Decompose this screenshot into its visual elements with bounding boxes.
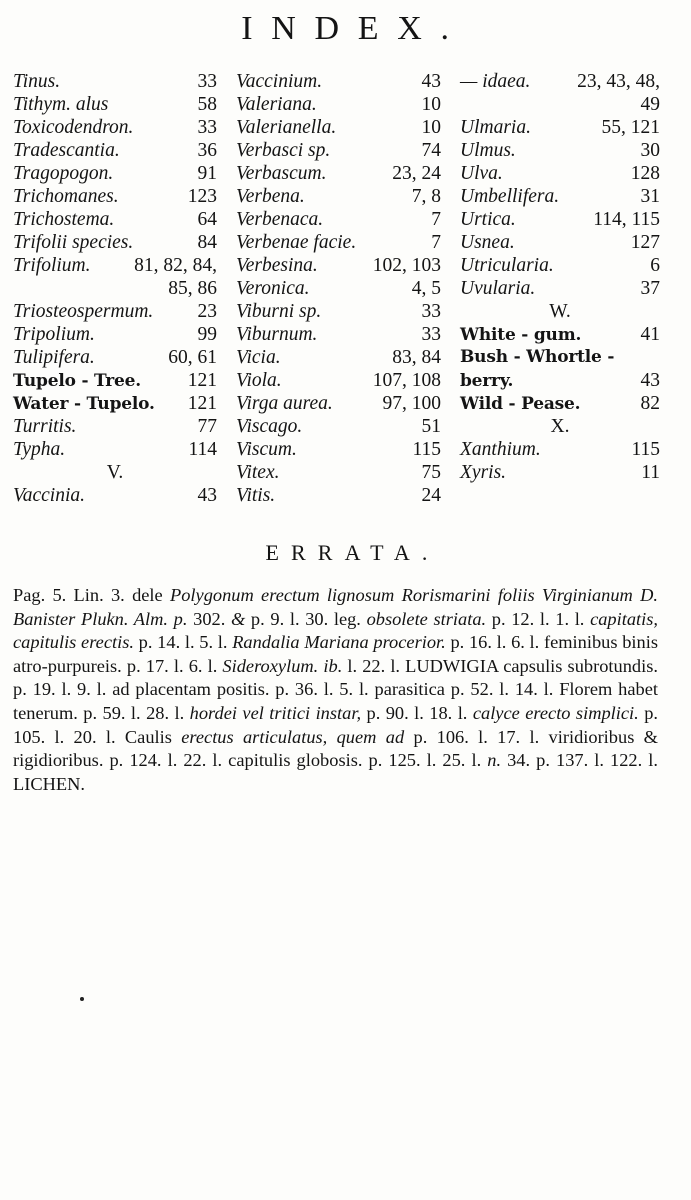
index-term: Vitis. bbox=[236, 485, 276, 506]
index-pages: 49 bbox=[640, 94, 660, 115]
index-pages: 55, 121 bbox=[601, 117, 660, 138]
index-column-1 bbox=[13, 70, 217, 507]
index-entry bbox=[13, 139, 217, 162]
index-pages: 41 bbox=[640, 324, 660, 345]
index-entry bbox=[236, 484, 441, 507]
index-entry bbox=[236, 93, 441, 116]
page-title: INDEX. bbox=[241, 10, 468, 47]
index-pages: 43 bbox=[197, 485, 217, 506]
index-term: Verbenae facie. bbox=[236, 232, 357, 253]
index-term: Xanthium. bbox=[460, 439, 541, 460]
index-entry bbox=[236, 323, 441, 346]
index-pages: 81, 82, 84, bbox=[134, 255, 217, 276]
index-entry bbox=[236, 300, 441, 323]
index-term: Ulmaria. bbox=[460, 117, 531, 138]
index-pages: 58 bbox=[197, 94, 217, 115]
index-term: Vicia. bbox=[236, 347, 281, 368]
index-entry bbox=[236, 369, 441, 392]
index-entry bbox=[236, 185, 441, 208]
index-column-2 bbox=[236, 70, 441, 507]
index-pages: 37 bbox=[640, 278, 660, 299]
section-letter: W. bbox=[549, 301, 571, 322]
index-term: Viola. bbox=[236, 370, 282, 391]
index-entry bbox=[13, 277, 217, 300]
index-term: Verbenaca. bbox=[236, 209, 324, 230]
index-term: Trifolii species. bbox=[13, 232, 134, 253]
index-pages: 115 bbox=[631, 439, 660, 460]
index-pages: 6 bbox=[650, 255, 660, 276]
index-entry bbox=[460, 392, 660, 415]
index-pages: 24 bbox=[421, 485, 441, 506]
index-term: Viburnum. bbox=[236, 324, 318, 345]
errata-segment: Polygonum erectum lignosum Rorismarini foliis Virginianum D. Banister Plukn. Alm. p. bbox=[13, 585, 658, 629]
index-pages: 10 bbox=[421, 94, 441, 115]
index-term: Verbesina. bbox=[236, 255, 318, 276]
index-entry bbox=[13, 415, 217, 438]
index-column-3 bbox=[460, 70, 660, 484]
errata-body bbox=[13, 584, 658, 796]
index-term: Triosteospermum. bbox=[13, 301, 154, 322]
index-term: Trichostema. bbox=[13, 209, 115, 230]
index-pages: 43 bbox=[421, 71, 441, 92]
index-entry bbox=[13, 208, 217, 231]
index-pages: 43 bbox=[640, 370, 660, 391]
index-entry bbox=[13, 369, 217, 392]
section-letter: V. bbox=[106, 462, 124, 483]
index-term: Tripolium. bbox=[13, 324, 95, 345]
index-pages: 75 bbox=[421, 462, 441, 483]
index-entry bbox=[460, 208, 660, 231]
index-pages: 115 bbox=[412, 439, 441, 460]
index-term: Viscago. bbox=[236, 416, 303, 437]
errata-segment: p. 14. l. 5. l. bbox=[133, 632, 233, 653]
index-pages: 23, 43, 48, bbox=[577, 71, 660, 92]
index-entry bbox=[13, 116, 217, 139]
index-term: Tulipifera. bbox=[13, 347, 95, 368]
index-entry bbox=[13, 231, 217, 254]
index-entry bbox=[13, 185, 217, 208]
index-entry bbox=[236, 415, 441, 438]
index-entry bbox=[460, 277, 660, 300]
index-entry bbox=[236, 231, 441, 254]
errata-segment: l. 22. l. LUDWIGIA capsulis subrotundis. p. 19. l. 9. l. ad placentam positis. p. 36. l. 5. l. parasitica p. 52. l. 14. l. Florem habet tenerum. p. 59. l. 28. l. bbox=[13, 655, 658, 723]
index-entry bbox=[236, 139, 441, 162]
errata-segment: p. 106. l. 17. l. viridioribus & rigidioribus. p. 124. l. 22. l. capitulis globosis. p. 125. l. 25. l. bbox=[13, 726, 658, 771]
index-pages: 7 bbox=[431, 232, 441, 253]
index-term: Uvularia. bbox=[460, 278, 536, 299]
index-pages: 33 bbox=[421, 324, 441, 345]
index-pages: 23, 24 bbox=[392, 163, 441, 184]
index-pages: 77 bbox=[197, 416, 217, 437]
index-entry bbox=[13, 93, 217, 116]
index-term: berry. bbox=[460, 371, 514, 391]
index-term: Verbena. bbox=[236, 186, 305, 207]
errata-segment: p. 105. l. 20. l. Caulis bbox=[13, 702, 658, 747]
errata-segment: p. 16. l. 6. l. feminibus binis atro-purpureis. p. 17. l. 6. l. bbox=[13, 632, 658, 676]
index-term: Viscum. bbox=[236, 439, 297, 460]
index-entry bbox=[236, 461, 441, 484]
index-pages: 121 bbox=[187, 393, 217, 414]
index-term: White - gum. bbox=[460, 325, 582, 345]
index-term: Vaccinia. bbox=[13, 485, 86, 506]
index-pages: 36 bbox=[197, 140, 217, 161]
index-pages: 83, 84 bbox=[392, 347, 441, 368]
index-entry bbox=[460, 162, 660, 185]
index-term: — idaea. bbox=[460, 71, 531, 92]
errata-segment: ib. bbox=[323, 655, 343, 676]
index-pages: 23 bbox=[197, 301, 217, 322]
index-term: Utricularia. bbox=[460, 255, 554, 276]
index-pages: 82 bbox=[640, 393, 660, 414]
index-pages: 33 bbox=[197, 71, 217, 92]
errata-segment: p. 90. l. 18. l. bbox=[361, 702, 473, 723]
index-entry bbox=[460, 231, 660, 254]
index-entry bbox=[460, 461, 660, 484]
index-term: Bush - Whortle - bbox=[460, 347, 615, 367]
index-entry bbox=[460, 116, 660, 139]
errata-segment: capitatis, capitulis erectis. bbox=[13, 608, 659, 653]
index-pages: 99 bbox=[197, 324, 217, 345]
index-entry bbox=[460, 438, 660, 461]
index-term: Toxicodendron. bbox=[13, 117, 134, 138]
index-entry bbox=[236, 277, 441, 300]
index-pages: 128 bbox=[630, 163, 660, 184]
ink-speck bbox=[80, 997, 84, 1001]
index-entry bbox=[13, 346, 217, 369]
index-entry bbox=[13, 300, 217, 323]
index-term: Umbellifera. bbox=[460, 186, 560, 207]
errata-segment: calyce erecto simplici. bbox=[472, 702, 639, 723]
index-pages: 60, 61 bbox=[168, 347, 217, 368]
index-entry bbox=[460, 139, 660, 162]
index-entry bbox=[460, 93, 660, 116]
errata-segment: Sideroxylum. bbox=[222, 655, 319, 676]
index-pages: 7, 8 bbox=[411, 186, 441, 207]
index-entry bbox=[13, 484, 217, 507]
errata-segment: obsolete striata. bbox=[366, 608, 487, 629]
index-entry bbox=[460, 70, 660, 93]
errata-segment: hordei vel tritici instar, bbox=[189, 702, 362, 723]
index-term: Water - Tupelo. bbox=[13, 394, 155, 414]
index-pages: 74 bbox=[421, 140, 441, 161]
index-pages: 85, 86 bbox=[168, 278, 217, 299]
index-pages: 11 bbox=[641, 462, 660, 483]
index-pages: 114 bbox=[188, 439, 217, 460]
section-letter: X. bbox=[550, 416, 570, 437]
index-entry bbox=[236, 162, 441, 185]
index-pages: 127 bbox=[630, 232, 660, 253]
index-entry bbox=[236, 392, 441, 415]
index-term: Vaccinium. bbox=[236, 71, 323, 92]
index-entry bbox=[13, 392, 217, 415]
index-entry bbox=[236, 346, 441, 369]
errata-segment: 302. bbox=[187, 608, 231, 629]
errata-segment: p. 12. l. 1. l. bbox=[486, 608, 591, 629]
index-term: Trichomanes. bbox=[13, 186, 119, 207]
index-term: Usnea. bbox=[460, 232, 515, 253]
index-entry bbox=[236, 254, 441, 277]
index-pages: 7 bbox=[431, 209, 441, 230]
index-term: Tithym. alus bbox=[13, 94, 109, 115]
index-entry bbox=[460, 369, 660, 392]
errata-segment: Pag. 5. Lin. 3. dele bbox=[13, 585, 170, 605]
index-term: Urtica. bbox=[460, 209, 516, 230]
index-pages: 121 bbox=[187, 370, 217, 391]
index-pages: 10 bbox=[421, 117, 441, 138]
index-entry bbox=[13, 70, 217, 93]
index-term: Veronica. bbox=[236, 278, 310, 299]
index-term: Tupelo - Tree. bbox=[13, 371, 141, 391]
index-pages: 97, 100 bbox=[382, 393, 441, 414]
index-entry bbox=[13, 323, 217, 346]
index-entry bbox=[236, 70, 441, 93]
index-term: Typha. bbox=[13, 439, 66, 460]
index-term: Xyris. bbox=[460, 462, 507, 483]
index-pages: 91 bbox=[197, 163, 217, 184]
index-entry bbox=[13, 438, 217, 461]
index-term: Tradescantia. bbox=[13, 140, 120, 161]
errata-segment: n. bbox=[487, 750, 502, 771]
index-term: Verbascum. bbox=[236, 163, 327, 184]
index-term: Virga aurea. bbox=[236, 393, 333, 414]
index-term: Viburni sp. bbox=[236, 301, 322, 322]
index-pages: 4, 5 bbox=[411, 278, 441, 299]
index-pages: 107, 108 bbox=[372, 370, 441, 391]
index-pages: 33 bbox=[421, 301, 441, 322]
index-term: Tragopogon. bbox=[13, 163, 114, 184]
index-entry bbox=[460, 346, 660, 369]
index-term: Tinus. bbox=[13, 71, 61, 92]
index-pages: 114, 115 bbox=[593, 209, 660, 230]
errata-segment: Randalia Mariana procerior. bbox=[232, 632, 446, 653]
index-pages: 102, 103 bbox=[372, 255, 441, 276]
index-pages: 30 bbox=[640, 140, 660, 161]
index-term: Vitex. bbox=[236, 462, 280, 483]
index-term: Valeriana. bbox=[236, 94, 317, 115]
index-term: Ulva. bbox=[460, 163, 503, 184]
index-entry bbox=[460, 254, 660, 277]
index-entry bbox=[13, 162, 217, 185]
index-term: Ulmus. bbox=[460, 140, 516, 161]
errata-segment: erectus articulatus, quem ad bbox=[181, 726, 405, 747]
index-entry bbox=[236, 438, 441, 461]
index-term: Wild - Pease. bbox=[460, 394, 581, 414]
index-pages: 33 bbox=[197, 117, 217, 138]
errata-segment: 34. p. 137. l. 122. l. LICHEN. bbox=[13, 750, 658, 794]
errata-title: ERRATA. bbox=[265, 540, 440, 565]
errata-segment: & bbox=[230, 608, 246, 629]
index-entry bbox=[13, 254, 217, 277]
index-pages: 51 bbox=[421, 416, 441, 437]
index-term: Trifolium. bbox=[13, 255, 91, 276]
index-pages: 31 bbox=[640, 186, 660, 207]
index-term: Valerianella. bbox=[236, 117, 337, 138]
index-entry bbox=[460, 323, 660, 346]
errata-segment: p. 9. l. 30. leg. bbox=[245, 608, 367, 629]
index-pages: 64 bbox=[197, 209, 217, 230]
index-entry bbox=[236, 208, 441, 231]
index-pages: 123 bbox=[187, 186, 217, 207]
index-entry bbox=[460, 185, 660, 208]
index-term: Verbasci sp. bbox=[236, 140, 331, 161]
index-term: Turritis. bbox=[13, 416, 77, 437]
index-pages: 84 bbox=[197, 232, 217, 253]
index-entry bbox=[236, 116, 441, 139]
